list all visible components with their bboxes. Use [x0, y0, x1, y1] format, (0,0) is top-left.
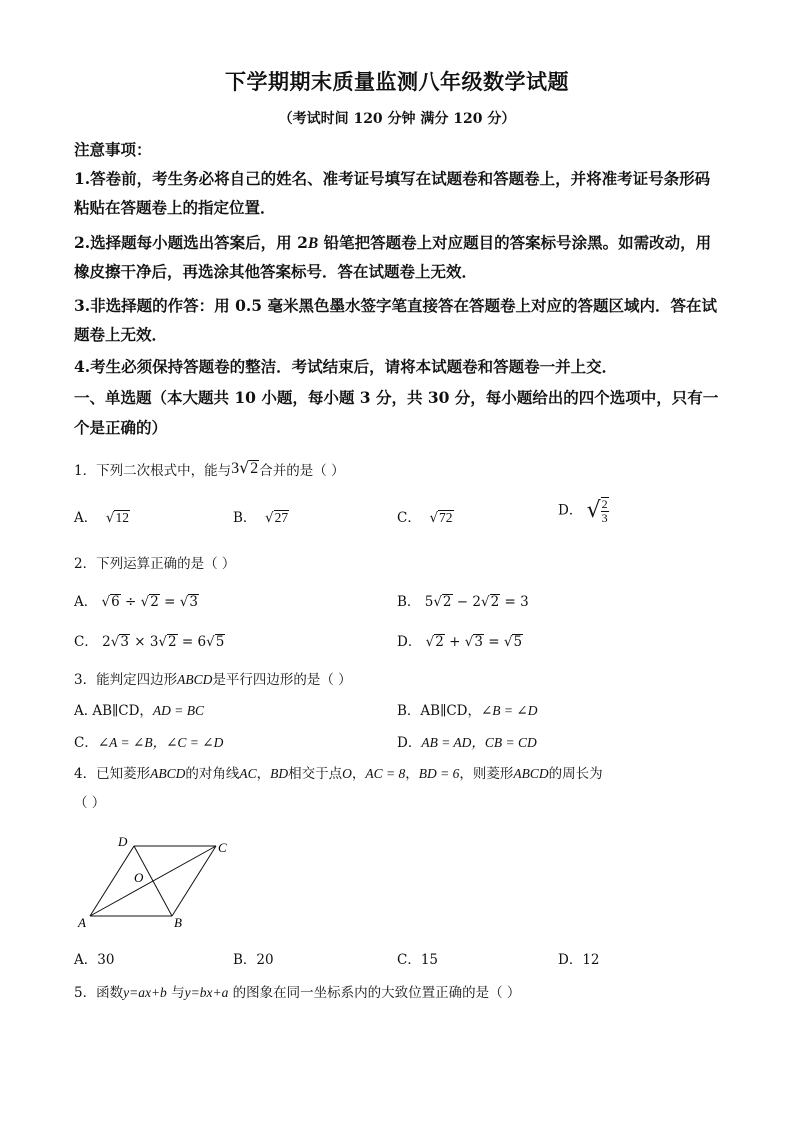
q1-option-c[interactable]: C． √72	[397, 510, 453, 526]
question-4-stem	[74, 767, 603, 782]
q4-text: 相交于点	[288, 766, 343, 782]
radicand: 2	[168, 634, 177, 650]
option-label: C．	[74, 634, 98, 650]
edge-ad	[90, 846, 134, 916]
q1-d-denominator: 3	[601, 511, 608, 526]
question-2-stem: 2．下列运算正确的是（ ）	[74, 556, 236, 572]
notice-item-2-part-a: 2.选择题每小题选出答案后，用 2	[74, 233, 308, 252]
q2-option-b[interactable]: B． 5√2 − 2√2 = 3	[397, 594, 529, 610]
q3-option-a[interactable]	[74, 704, 204, 719]
coefficient: 2	[102, 634, 111, 650]
section-heading-line2: 个是正确的）	[74, 418, 168, 437]
q1-option-a[interactable]: A． √12	[74, 510, 129, 526]
q1-option-d[interactable]: D． √ $\frac{2}{3}$	[558, 497, 608, 526]
operator: ÷	[120, 594, 141, 610]
radicand: 2	[435, 634, 444, 650]
radicand: 2	[150, 594, 159, 610]
option-label: B．	[233, 510, 257, 526]
option-label: D．	[558, 502, 583, 519]
q4-option-b[interactable]: B．20	[233, 952, 274, 968]
q1-option-b[interactable]: B． √27	[233, 510, 289, 526]
option-label: D．	[397, 735, 422, 751]
q5-text: 与	[166, 985, 185, 1001]
q4-math: ABCD	[150, 766, 186, 781]
option-label: D．	[397, 634, 422, 650]
vertex-label-c: C	[218, 840, 227, 855]
operator: =	[483, 634, 504, 650]
coefficient: 5	[424, 594, 434, 610]
radicand: 5	[215, 634, 225, 650]
notice-item-2-part-b: 铅笔把答题卷上对应题目的答案标号涂黑。如需改动，用	[318, 233, 712, 252]
notice-item-3-line2: 题卷上无效．	[74, 325, 168, 344]
edge-cb	[172, 846, 216, 916]
option-math: AD = BC	[152, 703, 204, 718]
q1-coef: 3	[231, 460, 240, 477]
page-title: 下学期期末质量监测八年级数学试题	[225, 69, 569, 94]
q4-math: BD = 6	[418, 766, 460, 781]
q1-b-radicand: 27	[274, 510, 289, 525]
q5-text: 的图象在同一坐标系内的大致位置正确的是（ ）	[228, 985, 521, 1001]
radicand: 6	[111, 594, 120, 610]
q4-math: AC = 8	[365, 766, 406, 781]
q1-radicand: 2	[250, 460, 259, 477]
q3-option-c[interactable]	[74, 736, 223, 751]
notice-heading: 注意事项：	[74, 140, 152, 159]
option-text: B．AB∥CD，	[397, 703, 481, 719]
question-5-stem	[74, 986, 520, 1001]
operator: − 2	[452, 594, 481, 610]
radicand: 3	[120, 634, 129, 650]
operator: = 6	[177, 634, 207, 650]
radicand: 3	[189, 594, 198, 610]
q1-stem-a: 1．下列二次根式中，能与	[74, 463, 232, 479]
vertex-label-a: A	[78, 915, 86, 930]
vertex-label-d: D	[118, 834, 128, 849]
exam-info: （考试时间 120 分钟 满分 120 分）	[278, 111, 516, 127]
q4-text: 的对角线	[185, 766, 240, 782]
q4-text: 的周长为	[548, 766, 603, 782]
q3-shape: ABCD	[177, 672, 213, 687]
section-heading-line1: 一、单选题（本大题共 10 小题，每小题 3 分，共 30 分，每小题给出的四个选项中，只有一	[74, 388, 719, 407]
radicand: 2	[490, 594, 500, 610]
notice-item-1-line2: 粘贴在答题卷上的指定位置．	[74, 198, 276, 217]
option-label: C．	[397, 510, 421, 526]
radicand: 5	[513, 634, 523, 650]
q4-text: ，	[351, 766, 366, 782]
question-3-stem	[74, 673, 352, 688]
q4-math: AC	[239, 766, 257, 781]
notice-item-2-b: B	[307, 235, 319, 252]
option-math: ∠B = ∠D	[480, 703, 538, 718]
option-math: ∠A = ∠B，∠C = ∠D	[97, 735, 224, 750]
operator: =	[159, 594, 180, 610]
q4-text: 4．已知菱形	[74, 766, 151, 782]
option-text: A. AB∥CD，	[74, 703, 153, 719]
q3-option-b[interactable]	[397, 704, 537, 719]
q4-math: O	[342, 766, 352, 781]
q4-text: ，则菱形	[459, 766, 514, 782]
q4-math: BD	[270, 766, 289, 781]
q4-math: ABCD	[513, 766, 549, 781]
notice-item-3-line1: 3.非选择题的作答：用 0.5 毫米黑色墨水签字笔直接答在答题卷上对应的答题区域内．答在试	[74, 296, 717, 315]
q4-option-c[interactable]: C．15	[397, 952, 439, 968]
operator: +	[444, 634, 465, 650]
q4-option-a[interactable]: A．30	[74, 952, 115, 968]
q3-stem-b: 是平行四边形的是（ ）	[212, 672, 352, 688]
option-label: A．	[74, 510, 98, 526]
operator: × 3	[129, 634, 159, 650]
q1-c-radicand: 72	[439, 510, 453, 525]
q5-function-2: y=bx+a	[184, 985, 229, 1000]
option-label: B．	[397, 594, 421, 610]
radicand: 2	[442, 594, 452, 610]
vertex-label-o: O	[134, 870, 144, 885]
q5-text: 5．函数	[74, 985, 124, 1001]
rhombus-figure	[74, 832, 234, 932]
q3-option-d[interactable]	[397, 736, 537, 751]
notice-item-2-line2: 橡皮擦干净后，再选涂其他答案标号．答在试题卷上无效．	[74, 262, 478, 281]
q2-option-a[interactable]: A． √6 ÷ √2 = √3	[74, 594, 198, 610]
q4-text: ，	[256, 766, 271, 782]
radicand: 3	[474, 634, 483, 650]
q4-option-d[interactable]: D．12	[558, 952, 600, 968]
q2-option-c[interactable]: C． 2√3 × 3√2 = 6√5	[74, 634, 225, 650]
vertex-label-b: B	[174, 915, 182, 930]
question-4-stem-line2: （ ）	[74, 795, 106, 811]
notice-item-4: 4.考生必须保持答题卷的整洁．考试结束后，请将本试题卷和答题卷一并上交．	[74, 357, 618, 376]
option-label: C．	[74, 735, 98, 751]
option-math: AB = AD，CB = CD	[421, 735, 537, 750]
q1-d-numerator: 2	[601, 497, 608, 511]
q3-stem-a: 3．能判定四边形	[74, 672, 178, 688]
notice-item-2-line1	[74, 235, 711, 252]
question-1-stem: 1．下列二次根式中，能与3√2合并的是（ ）	[74, 458, 345, 479]
q2-option-d[interactable]: D． √2 + √3 = √5	[397, 634, 523, 650]
option-label: A．	[74, 594, 98, 610]
q5-function-1: y=ax+b	[123, 985, 167, 1000]
q1-a-radicand: 12	[115, 510, 129, 525]
notice-item-1-line1: 1.答卷前，考生务必将自己的姓名、准考证号填写在试题卷和答题卷上，并将准考证号条形码	[74, 169, 711, 188]
q1-stem-b: 合并的是（ ）	[259, 463, 345, 479]
operator: = 3	[500, 594, 529, 610]
q4-text: ，	[405, 766, 419, 782]
